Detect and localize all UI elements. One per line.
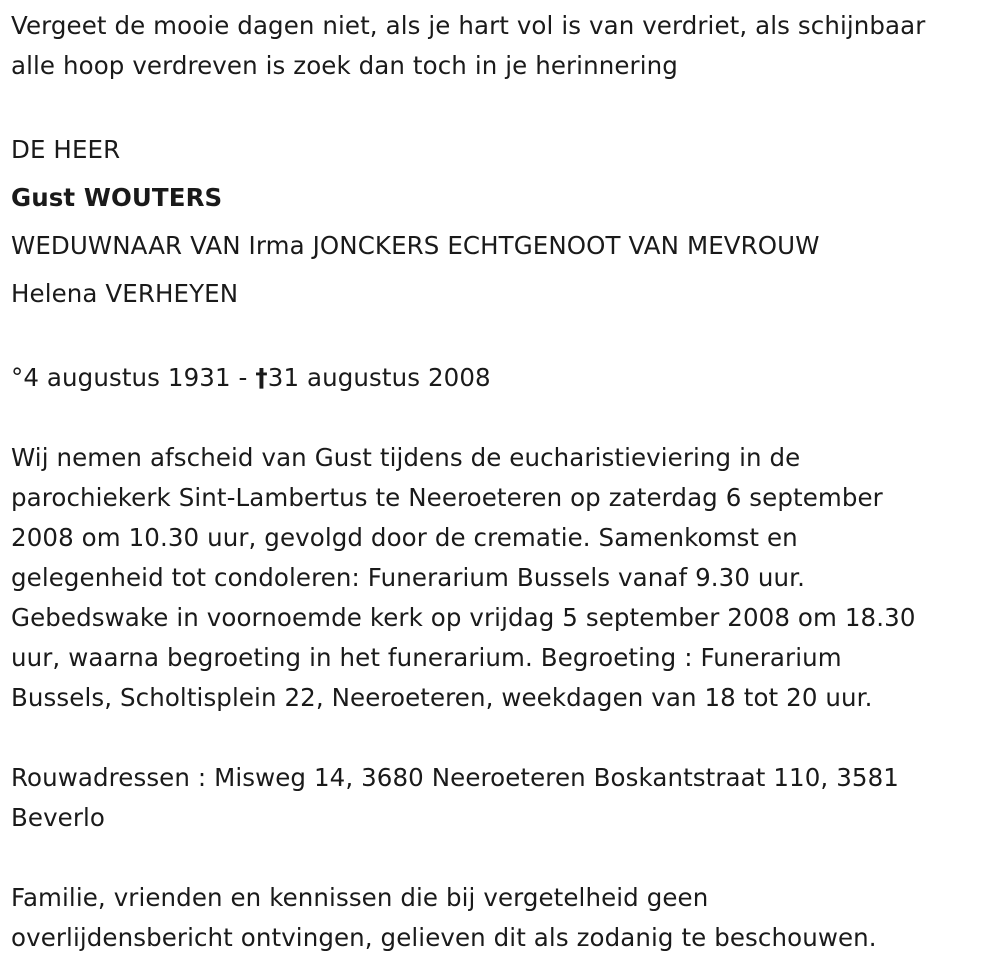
address-line: Beverlo: [11, 803, 106, 832]
date-separator: -: [230, 363, 256, 392]
spacer: [11, 86, 996, 126]
spacer: [11, 718, 996, 758]
relation-line: Helena VERHEYEN: [11, 279, 239, 308]
ceremony-line: Wij nemen afscheid van Gust tijdens de eucharistieviering in de: [11, 443, 801, 472]
ceremony-line: parochiekerk Sint-Lambertus te Neeroeteren op zaterdag 6 september: [11, 483, 883, 512]
ceremony-line: Bussels, Scholtisplein 22, Neeroeteren, weekdagen van 18 tot 20 uur.: [11, 683, 873, 712]
ceremony-line: Gebedswake in voornoemde kerk op vrijdag 5 september 2008 om 18.30: [11, 603, 916, 632]
quote-paragraph: [11, 6, 996, 86]
ceremony-line: uur, waarna begroeting in het funerarium. Begroeting : Funerarium: [11, 643, 842, 672]
obituary-document: [11, 6, 996, 958]
addresses-paragraph: [11, 758, 996, 838]
honorific-title: DE HEER: [11, 135, 121, 164]
spacer: [11, 318, 996, 358]
quote-line: alle hoop verdreven is zoek dan toch in je herinnering: [11, 51, 678, 80]
closing-line: Familie, vrienden en kennissen die bij vergetelheid geen: [11, 883, 709, 912]
ceremony-paragraph: [11, 438, 996, 718]
death-date: 31 augustus 2008: [267, 363, 491, 392]
cross-icon: †: [255, 363, 268, 392]
closing-line: overlijdensbericht ontvingen, gelieven dit als zodanig te beschouwen.: [11, 923, 877, 952]
life-dates: [11, 358, 996, 398]
birth-symbol: °: [11, 363, 24, 392]
ceremony-line: gelegenheid tot condoleren: Funerarium Bussels vanaf 9.30 uur.: [11, 563, 805, 592]
closing-paragraph: [11, 878, 996, 958]
spacer: [11, 398, 996, 438]
birth-date: 4 augustus 1931: [23, 363, 231, 392]
address-line: Rouwadressen : Misweg 14, 3680 Neeroeteren Boskantstraat 110, 3581: [11, 763, 899, 792]
relation-line: WEDUWNAAR VAN Irma JONCKERS ECHTGENOOT VAN MEVROUW: [11, 231, 820, 260]
deceased-name: Gust WOUTERS: [11, 183, 223, 212]
spacer: [11, 838, 996, 878]
quote-line: Vergeet de mooie dagen niet, als je hart vol is van verdriet, als schijnbaar: [11, 11, 926, 40]
ceremony-line: 2008 om 10.30 uur, gevolgd door de crematie. Samenkomst en: [11, 523, 798, 552]
person-block: [11, 126, 996, 318]
